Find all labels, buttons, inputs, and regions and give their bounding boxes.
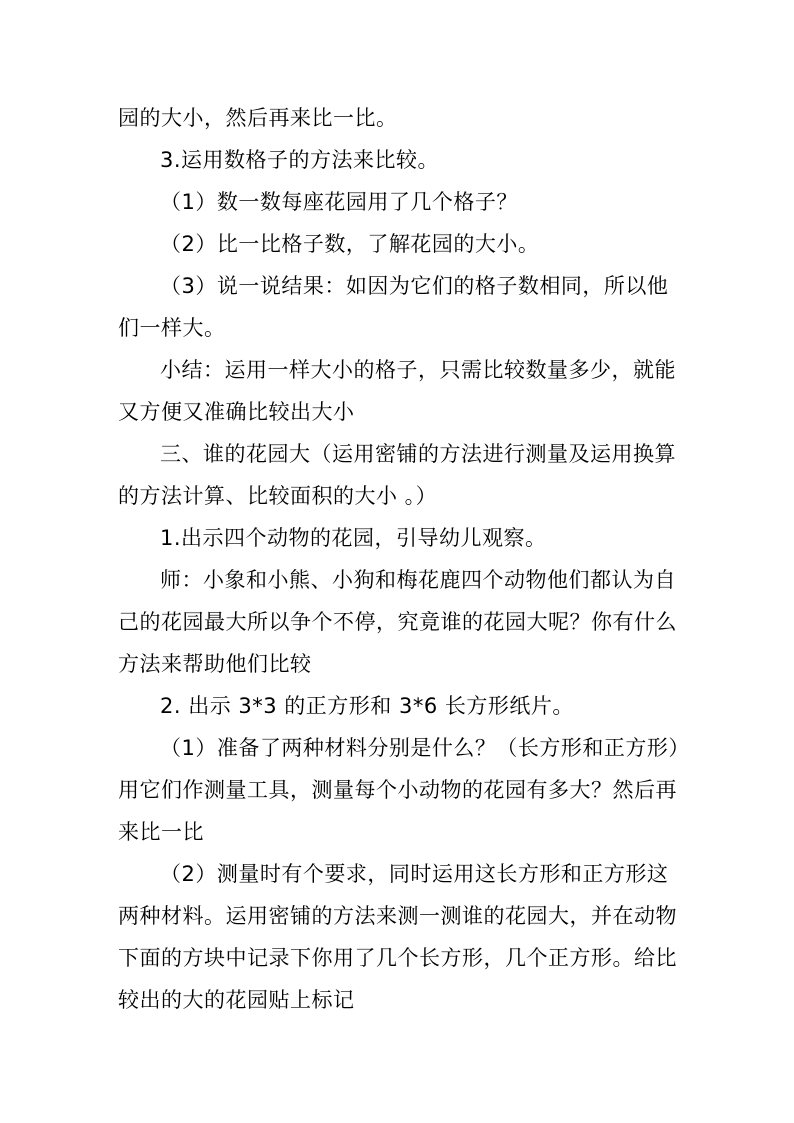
text-line-16: （1）准备了两种材料分别是什么？（长方形和正方形） [160, 736, 690, 760]
text-line-21: 下面的方块中记录下你用了几个长方形，几个正方形。给比 [118, 946, 677, 970]
text-line-22: 较出的大的花园贴上标记 [118, 988, 355, 1012]
text-line-11: 1.出示四个动物的花园，引导幼儿观察。 [160, 526, 547, 550]
text-line-3: （1）数一数每座花园用了几个格子？ [160, 190, 518, 214]
text-line-13: 己的花园最大所以争个不停，究竟谁的花园大呢？你有什么 [118, 610, 677, 634]
text-line-10: 的方法计算、比较面积的大小 。） [118, 484, 438, 508]
text-line-1: 园的大小，然后再来比一比。 [118, 106, 398, 130]
text-line-2: 3.运用数格子的方法来比较。 [160, 148, 440, 172]
text-line-4: （2）比一比格子数，了解花园的大小。 [160, 232, 540, 256]
text-line-18: 来比一比 [118, 820, 204, 844]
text-line-12: 师：小象和小熊、小狗和梅花鹿四个动物他们都认为自 [160, 568, 676, 592]
text-line-6: 们一样大。 [118, 316, 226, 340]
text-line-9: 三、谁的花园大（运用密铺的方法进行测量及运用换算 [160, 442, 676, 466]
text-line-8: 又方便又准确比较出大小 [118, 400, 355, 424]
text-line-20: 两种材料。运用密铺的方法来测一测谁的花园大，并在动物 [118, 904, 677, 928]
text-line-14: 方法来帮助他们比较 [118, 652, 312, 676]
text-line-17: 用它们作测量工具，测量每个小动物的花园有多大？然后再 [118, 778, 677, 802]
text-line-5: （3）说一说结果：如因为它们的格子数相同，所以他 [160, 274, 669, 298]
text-line-7: 小结：运用一样大小的格子，只需比较数量多少，就能 [160, 358, 676, 382]
text-line-15: 2. 出示 3*3 的正方形和 3*6 长方形纸片。 [160, 694, 574, 718]
text-line-19: （2）测量时有个要求，同时运用这长方形和正方形这 [160, 862, 669, 886]
